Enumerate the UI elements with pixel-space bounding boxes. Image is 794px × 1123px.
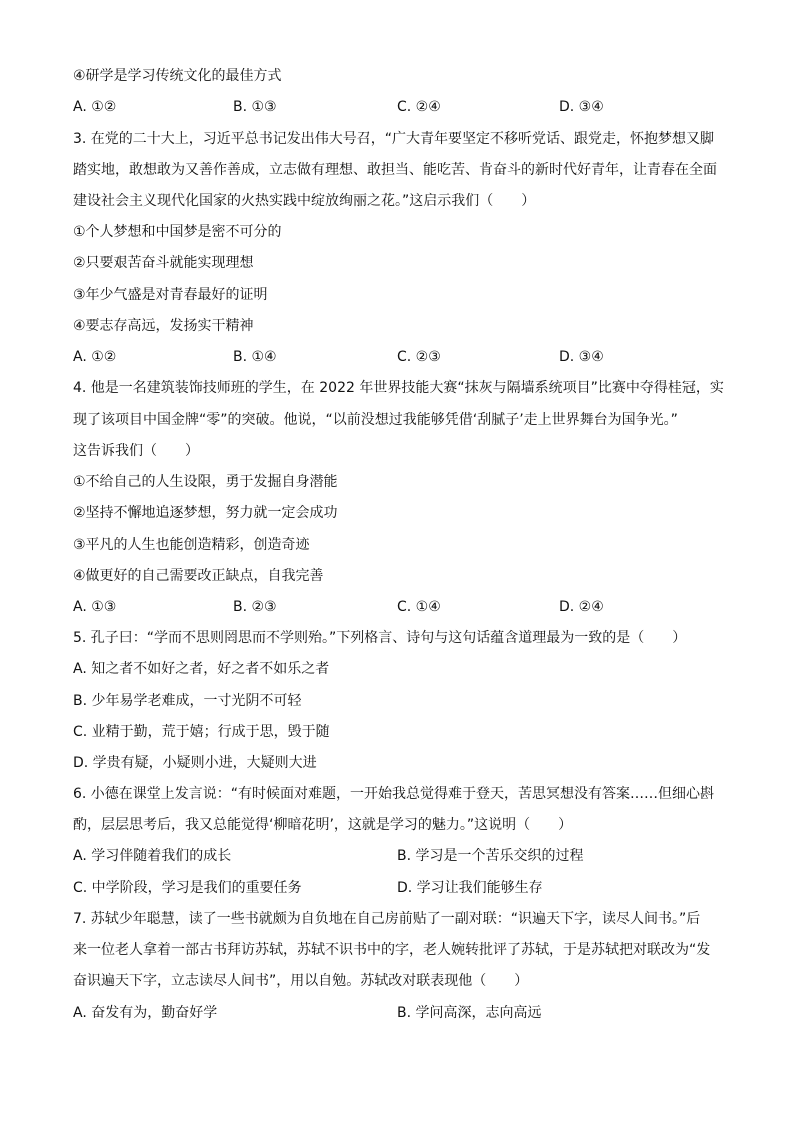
q4-option-d: D. ②④ — [559, 599, 604, 615]
q4-option-a: A. ①③ — [73, 599, 117, 615]
q7-option-b: B. 学问高深，志向高远 — [397, 1005, 542, 1021]
q2-option-d: D. ③④ — [559, 99, 604, 115]
q3-option-b: B. ①④ — [233, 349, 277, 365]
q6-options-row-2 — [73, 878, 733, 898]
q6-option-a: A. 学习伴随着我们的成长 — [73, 848, 232, 864]
q4-options — [73, 597, 733, 617]
q7-stem-line-3: 奋识遍天下字，立志读尽人间书”，用以自勉。苏轼改对联表现他（ ） — [73, 973, 529, 989]
q3-option-a: A. ①② — [73, 349, 117, 365]
q4-item-2: ②坚持不懈地追逐梦想，努力就一定会成功 — [73, 505, 338, 521]
q7-option-a: A. 奋发有为，勤奋好学 — [73, 1005, 218, 1021]
q4-item-3: ③平凡的人生也能创造精彩，创造奇迹 — [73, 537, 310, 553]
q5-option-b: B. 少年易学老难成，一寸光阴不可轻 — [73, 693, 302, 709]
q5-option-a: A. 知之者不如好之者，好之者不如乐之者 — [73, 661, 330, 677]
q3-item-3: ③年少气盛是对青春最好的证明 — [73, 287, 268, 303]
q7-stem-line-2: 来一位老人拿着一部古书拜访苏轼，苏轼不识书中的字，老人婉转批评了苏轼，于是苏轼把对联改为“发 — [73, 942, 711, 958]
q6-stem-line-1: 6. 小德在课堂上发言说：“有时候面对难题，一开始我总觉得难于登天，苦思冥想没有答案……但细心斟 — [73, 786, 715, 802]
q4-stem-line-2: 现了该项目中国金牌“零”的突破。他说，“以前没想过我能够凭借‘刮腻子’走上世界舞台为国争光。” — [73, 412, 678, 428]
q3-item-1: ①个人梦想和中国梦是密不可分的 — [73, 224, 282, 240]
q7-options-row-1 — [73, 1003, 733, 1023]
q6-option-b: B. 学习是一个苦乐交织的过程 — [397, 848, 584, 864]
q3-options — [73, 347, 733, 367]
q6-option-c: C. 中学阶段，学习是我们的重要任务 — [73, 880, 302, 896]
q3-item-4: ④要志存高远，发扬实干精神 — [73, 318, 254, 334]
q5-option-d: D. 学贵有疑，小疑则小进，大疑则大进 — [73, 755, 317, 771]
q2-option-c: C. ②④ — [397, 99, 441, 115]
q3-stem-line-2: 踏实地，敢想敢为又善作善成，立志做有理想、敢担当、能吃苦、肯奋斗的新时代好青年，让青春在全面 — [73, 162, 717, 178]
q6-options-row-1 — [73, 846, 733, 866]
q4-item-4: ④做更好的自己需要改正缺点，自我完善 — [73, 568, 324, 584]
q3-option-c: C. ②③ — [397, 349, 441, 365]
q3-stem-line-3: 建设社会主义现代化国家的火热实践中绽放绚丽之花。”这启示我们（ ） — [73, 193, 536, 209]
q6-stem-line-2: 酌，层层思考后，我又总能觉得‘柳暗花明’，这就是学习的魅力。”这说明（ ） — [73, 817, 573, 833]
q4-stem-line-3: 这告诉我们（ ） — [73, 443, 199, 459]
q3-stem-line-1: 3. 在党的二十大上，习近平总书记发出伟大号召，“广大青年要坚定不移听党话、跟党走，怀抱梦想又脚 — [73, 131, 715, 147]
q5-option-c: C. 业精于勤，荒于嬉；行成于思，毁于随 — [73, 724, 330, 740]
q4-stem-line-1: 4. 他是一名建筑装饰技师班的学生，在 2022 年世界技能大赛“抹灰与隔墙系统项目”比赛中夺得桂冠，实 — [73, 380, 724, 396]
q3-item-2: ②只要艰苦奋斗就能实现理想 — [73, 255, 254, 271]
q2-option-b: B. ①③ — [233, 99, 277, 115]
q4-option-c: C. ①④ — [397, 599, 441, 615]
q4-option-b: B. ②③ — [233, 599, 277, 615]
q4-item-1: ①不给自己的人生设限，勇于发掘自身潜能 — [73, 474, 338, 490]
q5-stem: 5. 孔子曰：“学而不思则罔思而不学则殆。”下列格言、诗句与这句话蕴含道理最为一致的是（ ） — [73, 630, 687, 646]
q2-item-4: ④研学是学习传统文化的最佳方式 — [73, 68, 282, 84]
q7-stem-line-1: 7. 苏轼少年聪慧，读了一些书就颇为自负地在自己房前贴了一副对联：“识遍天下字，读尽人间书。”后 — [73, 911, 701, 927]
q2-option-a: A. ①② — [73, 99, 117, 115]
q6-option-d: D. 学习让我们能够生存 — [397, 880, 543, 896]
q3-option-d: D. ③④ — [559, 349, 604, 365]
q2-options — [73, 97, 733, 117]
